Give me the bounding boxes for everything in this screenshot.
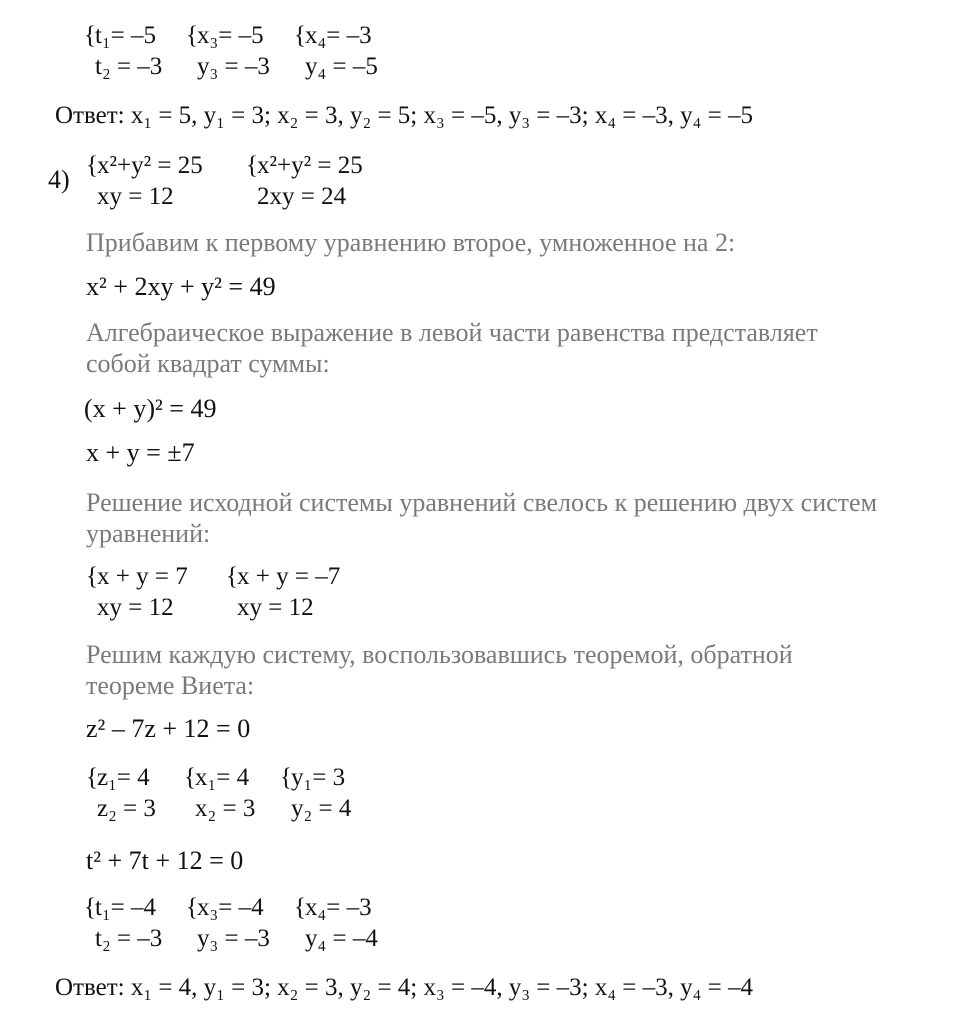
brace-icon: { <box>294 894 306 921</box>
equation-quadratic-z: z² – 7z + 12 = 0 <box>86 714 251 743</box>
equation-row: y₂ = 4 <box>291 795 352 822</box>
brace-icon: { <box>294 22 306 49</box>
equation-row: t₁= –4 <box>95 894 157 921</box>
brace-icon: { <box>86 152 98 179</box>
equation-row: x₄= –3 <box>305 894 372 921</box>
equation-row: x²+y² = 25 <box>257 152 363 179</box>
explanation-vieta-line1: Решим каждую систему, воспользовавшись теоремой, обратной <box>86 640 793 669</box>
explanation-add-equations: Прибавим к первому уравнению второе, умноженное на 2: <box>86 228 736 257</box>
equation-row: 2xy = 24 <box>257 183 347 210</box>
equation-row: y₄ = –4 <box>305 925 378 952</box>
equation-row: y₃ = –3 <box>197 53 270 80</box>
equation-row: x²+y² = 25 <box>97 152 203 179</box>
brace-icon: { <box>86 563 98 590</box>
equation-row: x₄= –3 <box>305 22 372 49</box>
brace-icon: { <box>246 152 258 179</box>
brace-icon: { <box>226 563 238 590</box>
brace-icon: { <box>280 764 292 791</box>
equation-row: x₃= –4 <box>197 894 264 921</box>
brace-icon: { <box>86 764 98 791</box>
equation-row: x₃= –5 <box>197 22 264 49</box>
equation-row: t₂ = –3 <box>95 53 163 80</box>
explanation-square-of-sum-line2: собой квадрат суммы: <box>86 349 330 378</box>
brace-icon: { <box>184 764 196 791</box>
explanation-two-systems-line1: Решение исходной системы уравнений свелось к решению двух систем <box>86 488 878 517</box>
equation-row: xy = 12 <box>97 183 174 210</box>
equation-sum-value: x + y = ±7 <box>86 438 195 467</box>
problem-number: 4) <box>48 165 70 194</box>
explanation-two-systems-line2: уравнений: <box>86 519 211 548</box>
equation-row: t₁= –5 <box>95 22 157 49</box>
equation-row: z₂ = 3 <box>97 795 156 822</box>
equation-row: xy = 12 <box>237 594 314 621</box>
equation-row: y₃ = –3 <box>197 925 270 952</box>
equation-row: y₄ = –5 <box>305 53 378 80</box>
equation-row: x + y = 7 <box>97 563 188 590</box>
brace-icon: { <box>84 22 96 49</box>
brace-icon: { <box>84 894 96 921</box>
equation-sum-squared-expanded: x² + 2xy + y² = 49 <box>86 272 276 301</box>
answer-part3: Ответ: x₁ = 5, y₁ = 3; x₂ = 3, y₂ = 5; x₃ = –5, y₃ = –3; x₄ = –3, y₄ = –5 <box>55 102 753 129</box>
explanation-square-of-sum-line1: Алгебраическое выражение в левой части равенства представляет <box>86 318 818 347</box>
equation-row: x₁= 4 <box>195 764 250 791</box>
explanation-vieta-line2: теореме Виета: <box>86 671 255 700</box>
equation-row: xy = 12 <box>97 594 174 621</box>
equation-row: x₂ = 3 <box>195 795 256 822</box>
equation-row: t₂ = –3 <box>95 925 163 952</box>
equation-sum-squared: (x + y)² = 49 <box>84 394 217 423</box>
equation-row: z₁= 4 <box>97 764 150 791</box>
equation-row: x + y = –7 <box>237 563 341 590</box>
brace-icon: { <box>186 22 198 49</box>
brace-icon: { <box>186 894 198 921</box>
answer-part4: Ответ: x₁ = 4, y₁ = 3; x₂ = 3, y₂ = 4; x₃ = –4, y₃ = –3; x₄ = –3, y₄ = –4 <box>55 974 753 1001</box>
equation-quadratic-t: t² + 7t + 12 = 0 <box>86 846 244 875</box>
equation-row: y₁= 3 <box>291 764 346 791</box>
